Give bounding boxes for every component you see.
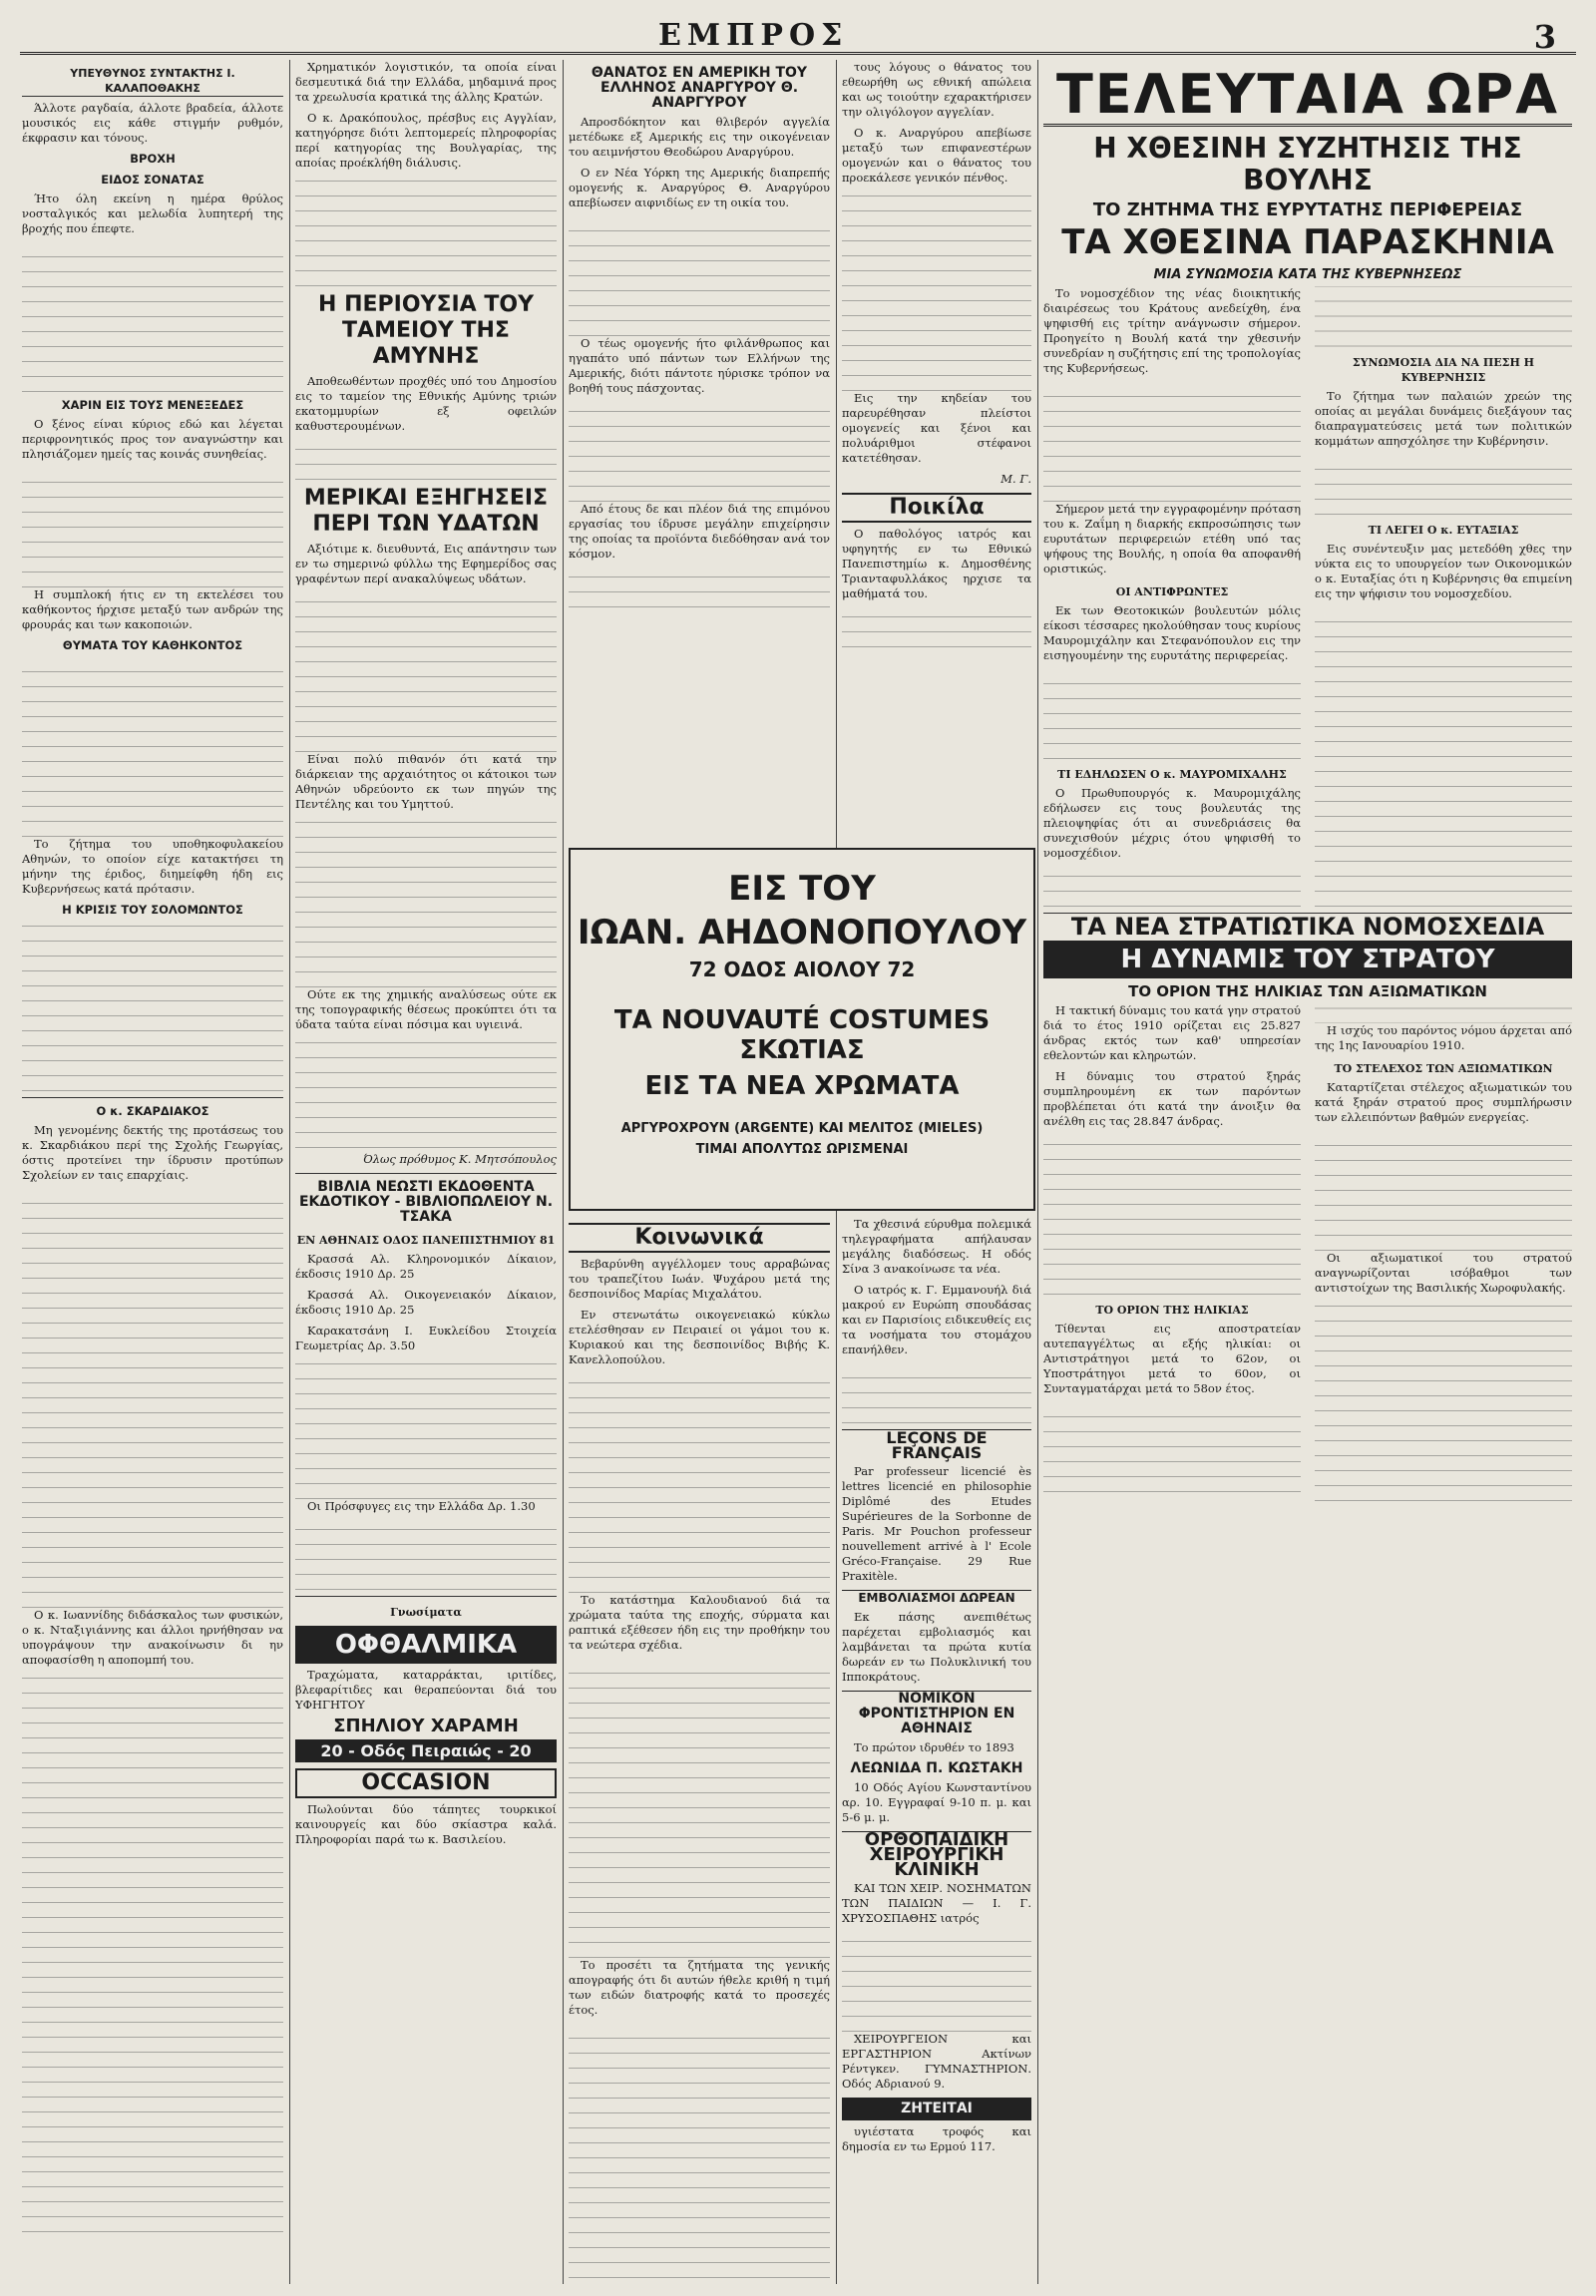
article-paragraph: ΧΕΙΡΟΥΡΓΕΙΟΝ και ΕΡΓΑΣΤΗΡΙΟΝ Ακτίνων Ρέντγκεν. ΓΥΜΝΑΣΤΗΡΙΟΝ. Οδός Αδριανού 9. (842, 2032, 1031, 2091)
article-paragraph: Το κατάστημα Καλουδιανού διά τα χρώματα ταύτα της εποχής, σύρματα και ραπτικά εξέθεσεν ήδη εις την προθήκην του τα νεώτερα σχέδια. (569, 1593, 830, 1652)
subheading: ΣΥΝΩΜΟΣΙΑ ΔΙΑ ΝΑ ΠΕΣΗ Η ΚΥΒΕΡΝΗΣΙΣ (1352, 355, 1535, 384)
section-heading: ΤΟ ΟΡΙΟΝ ΤΗΣ ΗΛΙΚΙΑΣ ΤΩΝ ΑΞΙΩΜΑΤΙΚΩΝ (1128, 981, 1487, 1000)
article-paragraph: Ο κ. Ιωαννίδης διδάσκαλος των φυσικών, ο κ. Νταξιγιάννης και άλλοι ηρνήθησαν να υπογράψουν την ανακοίνωσιν δι ην αποφασίσθη η αποπομπή του. (22, 1608, 283, 1667)
article-paragraph: Από έτους δε και πλέον διά της επιμόνου εργασίας του ίδρυσε μεγάλην επιχείρησιν της οποίας τα προϊόντα διεδόθησαν ανά τον κόσμον. (569, 502, 830, 561)
article-paragraph: Ο ιατρός κ. Γ. Εμμανουήλ διά μακρού εν Ευρώπη σπουδάσας και εν Παρισίοις ειδικευθείς εις τα νοσήματα του στομάχου επανήλθεν. (842, 1283, 1031, 1356)
advertisement-name: ΙΩΑΝ. ΑΗΔΟΝΟΠΟΥΛΟΥ (577, 913, 1027, 953)
section-heading: ΤΑ ΧΘΕΣΙΝΑ ΠΑΡΑΣΚΗΝΙΑ (1061, 222, 1554, 262)
advertisement-line: ΕΙΣ ΤΑ ΝΕΑ ΧΡΩΜΑΤΑ (644, 1071, 960, 1101)
advertisement-name: ΣΠΗΛΙΟΥ ΧΑΡΑΜΗ (333, 1716, 519, 1736)
article-paragraph: Ούτε εκ της χημικής αναλύσεως ούτε εκ της τοπογραφικής θέσεως προκύπτει ότι τα ύδατα ταύτα είναι πόσιμα και υγιεινά. (295, 987, 557, 1031)
article-paragraph: Απροσδόκητον και θλιβερόν αγγελία μετέδωκε εξ Αμερικής εις την οικογένειαν του αειμνήστου Θεοδώρου Αναργύρου. (569, 115, 830, 159)
subheading: ΤΟ ΟΡΙΟΝ ΤΗΣ ΗΛΙΚΙΑΣ (1095, 1303, 1249, 1317)
advertisement-line: ΑΡΓΥΡΟΧΡΟΥΝ (ARGENTE) ΚΑΙ ΜΕΛΙΤΟΣ (MIELES) (620, 1121, 984, 1136)
text-block (1043, 382, 1301, 502)
column-rule (563, 60, 564, 2284)
article-paragraph: Εκ των Θεοτοκικών βουλευτών μόλις είκοσι τέσσαρες ηκολούθησαν τους κυρίους Μαυρομιχάλην και Στεφανόπουλον εις την εισηγουμένην της ευρυτάτης περιφερείας. (1043, 603, 1301, 662)
column-1 (22, 60, 283, 2284)
column-rule (289, 60, 290, 2284)
advertisement-heading: ΕΙΣ ΤΟΥ (728, 869, 876, 909)
address-line: ΕΝ ΑΘΗΝΑΙΣ ΟΔΟΣ ΠΑΝΕΠΙΣΤΗΜΙΟΥ 81 (296, 1234, 556, 1247)
advertisement-box (569, 848, 1035, 1211)
section-heading: ΧΑΡΙΝ ΕΙΣ ΤΟΥΣ ΜΕΝΕΞΕΔΕΣ (61, 398, 244, 412)
article-paragraph: Η τακτική δύναμις του κατά γην στρατού διά το έτος 1910 ορίζεται εις 25.827 άνδρας εκτός των καθ' υπηρεσίαν εθελοντών και κληρωτών. (1043, 1002, 1301, 1062)
article-paragraph: Μη γενομένης δεκτής της προτάσεως του κ. Σκαρδιάκου περί της Σχολής Γεωργίας, όστις προτείνει την ίδρυσιν προτύπων Σχολείων εν ταις επαρχίαις. (22, 1123, 283, 1182)
article-paragraph: Τίθενται εις αποστρατείαν αυτεπαγγέλτως αι εξής ηλικίαι: οι Αντιστράτηγοι μετά το 62ον, οι Υποστράτηγοι μετά το 60ον, οι Συνταγματάρχαι μετά το 58ον έτος. (1043, 1321, 1301, 1395)
column-rule (1037, 60, 1038, 2284)
article-paragraph: Εις συνέντευξιν μας μετεδόθη χθες την νύκτα εις το υπουργείον των Οικονομικών ο κ. Ευταξίας ότι η Κυβέρνησις θα επιμείνη εις την ψήφισιν του νομοσχεδίου. (1315, 541, 1572, 600)
article-paragraph: Το ζήτημα του υποθηκοφυλακείου Αθηνών, το οποίον είχε κατακτήσει τη μήνην της έριδος, διημείφθη ήδη εις Κυβερνήσεως κατά πρότασιν. (22, 837, 283, 896)
text-block (1315, 607, 1572, 907)
article-paragraph: Εκ πάσης ανεπιθέτως παρέχεται εμβολιασμός και λαμβάνεται τα πρώτα κυτία δωρεάν εν τω Πολυκλινική του Ιπποκράτους. (842, 1610, 1031, 1684)
text-block (569, 2024, 830, 2284)
text-block (1315, 455, 1572, 515)
article-paragraph: Ο τέως ομογενής ήτο φιλάνθρωπος και ηγαπάτο υπό πάντων των Ελλήνων της Αμερικής, διότι πάντοτε ηύρισκε τρόπον να βοηθή τους πάσχοντας. (569, 336, 830, 395)
section-heading: LEÇONS DE FRANÇAIS (842, 1429, 1031, 1460)
article-paragraph: Οι αξιωματικοί του στρατού αναγνωρίζονται ισόβαθμοι των αντιστοίχων της Βασιλικής Χωροφυλακής. (1315, 1251, 1572, 1295)
divider (295, 1596, 557, 1597)
text-block (842, 191, 1031, 391)
text-block (1043, 1135, 1301, 1295)
column-2 (295, 60, 557, 2284)
advertisement-title: ΟΦΘΑΛΜΙΚΑ (295, 1626, 557, 1664)
column-3-lower (569, 1217, 830, 2284)
text-block (22, 242, 283, 392)
article-paragraph: Βεβαρύνθη αγγέλλομεν τους αρραβώνας του τραπεζίτου Ιωάν. Ψυχάρου μετά της δεσποινίδος Μαρίας Μιχαλάτου. (569, 1257, 830, 1301)
section-heading: ΒΡΟΧΗ (130, 152, 176, 166)
subheading: ΤΙ ΛΕΓΕΙ Ο κ. ΕΥΤΑΞΙΑΣ (1368, 523, 1519, 537)
article-paragraph: Είναι πολύ πιθανόν ότι κατά την διάρκειαν της αρχαιότητος οι κάτοικοι των Αθηνών υδρεύοντο εκ των πηγών της Πεντέλης και του Υμηττού. (295, 752, 557, 811)
advertisement-address: 72 ΟΔΟΣ ΑΙΟΛΟΥ 72 (688, 957, 916, 981)
article-paragraph: Ο κ. Αναργύρου απεβίωσε μεταξύ των επιφανεστέρων ομογενών και ο θάνατος του προεκάλεσε γενικόν πένθος. (842, 126, 1031, 185)
article-paragraph: Η ισχύς του παρόντος νόμου άρχεται από της 1ης Ιανουαρίου 1910. (1315, 1023, 1572, 1052)
editor-byline: ΥΠΕΥΘΥΝΟΣ ΣΥΝΤΑΚΤΗΣ Ι. ΚΑΛΑΠΟΘΑΚΗΣ (22, 66, 283, 97)
article-paragraph: Η συμπλοκή ήτις εν τη εκτελέσει του καθήκοντος ήρχισε μεταξύ των ανδρών της φρουράς και των κακοποιών. (22, 587, 283, 631)
section-heading: ΘΑΝΑΤΟΣ ΕΝ ΑΜΕΡΙΚΗ ΤΟΥ ΕΛΛΗΝΟΣ ΑΝΑΡΓΥΡΟΥ Θ. ΑΝΑΡΓΥΡΟΥ (591, 65, 808, 111)
text-block (842, 607, 1031, 647)
article-paragraph: ΚΑΙ ΤΩΝ ΧΕΙΡ. ΝΟΣΗΜΑΤΩΝ ΤΩΝ ΠΑΙΔΙΩΝ — Ι. Γ. ΧΡΥΣΟΣΠΑΘΗΣ ιατρός (842, 1881, 1031, 1925)
text-block (22, 1674, 283, 2232)
section-heading: Ποικίλα (842, 493, 1031, 523)
article-paragraph: Το προσέτι τα ζητήματα της γενικής απογραφής ότι δι αυτών ήθελε κριθή η τιμή των ειδών διατροφής κατά το προσεχές έτος. (569, 1958, 830, 2017)
section-heading: Η ΧΘΕΣΙΝΗ ΣΥΖΗΤΗΣΙΣ ΤΗΣ ΒΟΥΛΗΣ (1093, 132, 1522, 196)
text-block (569, 1373, 830, 1593)
text-block (295, 440, 557, 480)
section-heading: ΖΗΤΕΙΤΑΙ (842, 2098, 1031, 2120)
text-block (295, 818, 557, 987)
section-heading: Ο κ. ΣΚΑΡΔΙΑΚΟΣ (96, 1104, 209, 1118)
text-block (842, 1363, 1031, 1423)
article-paragraph: Αποθεωθέντων προχθές υπό του Δημοσίου εις το ταμείον της Εθνικής Αμύνης τριών εκατομμυρίων εξ οφειλών καθυστερουμένων. (295, 374, 557, 433)
article-paragraph: Το πρώτον ιδρυθέν το 1893 (854, 1740, 1014, 1754)
section-heading: ΒΙΒΛΙΑ ΝΕΩΣΤΙ ΕΚΔΟΘΕΝΤΑ ΕΚΔΟΤΙΚΟΥ - ΒΙΒΛΙΟΠΩΛΕΙΟΥ Ν. ΤΣΑΚΑ (298, 1179, 554, 1225)
text-block (22, 1189, 283, 1608)
text-block (1043, 669, 1301, 759)
section-heading: Η ΔΥΝΑΜΙΣ ΤΟΥ ΣΤΡΑΤΟΥ (1043, 941, 1572, 978)
section-heading: ΕΜΒΟΛΙΑΣΜΟΙ ΔΩΡΕΑΝ (842, 1590, 1031, 1606)
text-block (22, 468, 283, 587)
article-paragraph: Καταρτίζεται στέλεχος αξιωματικών του κατά ξηράν στρατού προς συμπλήρωσιν των ελλειπόντων βαθμών ενεργείας. (1315, 1080, 1572, 1124)
book-listing: Κρασσά Αλ. Κληρονομικόν Δίκαιον, έκδοσις 1910 Δρ. 25 (295, 1252, 557, 1281)
book-listing: Οι Πρόσφυγες εις την Ελλάδα Δρ. 1.30 (307, 1499, 536, 1513)
text-block (569, 216, 830, 336)
article-paragraph: Σήμερον μετά την εγγραφομένην πρόταση του κ. Ζαΐμη η διαρκής εκπροσώπησις των ευρυτάτων περιφερειών ετέθη υπό τας ψήφους της Βουλής, η οποία θα αποφανθή οριστικώς. (1043, 502, 1301, 575)
masthead (20, 18, 1576, 55)
section-heading: ΝΟΜΙΚΟΝ ΦΡΟΝΤΙΣΤΗΡΙΟΝ ΕΝ ΑΘΗΝΑΙΣ (842, 1691, 1031, 1736)
text-block (1315, 1131, 1572, 1251)
text-block (22, 657, 283, 837)
column-4-lower (842, 1217, 1031, 2284)
divider (295, 1173, 557, 1174)
article-paragraph: Άλλοτε ραγδαία, άλλοτε βραδεία, άλλοτε μουσικός εις κάθε στιγμήν ρυθμόν, έκφρασιν και τόνους. (22, 101, 283, 145)
page-number: 3 (1533, 18, 1556, 56)
newspaper-title: ΕΜΠΡΟΣ (658, 18, 849, 53)
text-block (295, 1520, 557, 1590)
section-heading: ΘΥΜΑΤΑ ΤΟΥ ΚΑΘΗΚΟΝΤΟΣ (62, 638, 243, 652)
advertisement-line: ΤΑ NOUVAUTÉ COSTUMES ΣΚΩΤΙΑΣ (613, 1005, 991, 1065)
signature: Μ. Γ. (1000, 472, 1031, 486)
advertisement-address: 20 - Οδός Πειραιώς - 20 (295, 1739, 557, 1762)
column-4 (842, 60, 1031, 838)
two-column-text (1043, 1003, 1572, 1502)
section-heading: Γνωσίματα (390, 1606, 462, 1619)
column-5 (1043, 60, 1572, 2284)
subheading: ΟΙ ΑΝΤΙΦΡΩΝΤΕΣ (1115, 585, 1229, 598)
article-paragraph: 10 Οδός Αγίου Κωνσταντίνου αρ. 10. Εγγραφαί 9-10 π. μ. και 5-6 μ. μ. (842, 1780, 1031, 1824)
divider (22, 1097, 283, 1098)
article-paragraph: Τα χθεσινά εύρυθμα πολεμικά τηλεγραφήματα απήλαυσαν μεγάλης διαδόσεως. Η οδός Σίνα 3 ανακοίνωσε τα νέα. (842, 1217, 1031, 1276)
two-column-text (1043, 286, 1572, 907)
advertisement-title: OCCASION (295, 1768, 557, 1798)
text-block (295, 1359, 557, 1499)
article-paragraph: Εν στενωτάτω οικογενειακώ κύκλω ετελέσθησαν εν Πειραιεί οι γάμοι του κ. Κυριακού και της δεσποινίδος Βιβής Κ. Κανελλοπούλου. (569, 1308, 830, 1366)
advertisement-text: Τραχώματα, καταρράκται, ιριτίδες, βλεφαρίτιδες και θεραπεύονται διά του ΥΦΗΓΗΤΟΥ (295, 1668, 557, 1712)
advertisement-line: ΤΙΜΑΙ ΑΠΟΛΥΤΩΣ ΩΡΙΣΜΕΝΑΙ (695, 1142, 909, 1157)
advertisement-name: ΛΕΩΝΙΔΑ Π. ΚΩΣΤΑΚΗ (850, 1760, 1023, 1776)
article-paragraph: Ο παθολόγος ιατρός και υφηγητής εν τω Εθνικώ Πανεπιστημίω κ. Δημοσθένης Τριανταφυλλάκος ηρχισε τα μαθήματά του. (842, 527, 1031, 600)
article-paragraph: Ο ξένος είναι κύριος εδώ και λέγεται περιφρονητικός προς τον αναγνώστην και πλησιάζομεν ημείς τας κοινάς συνηθείας. (22, 417, 283, 461)
text-block (569, 1659, 830, 1958)
article-paragraph: υγιέστατα τροφός και δημοσία εν τω Ερμού 117. (842, 2124, 1031, 2153)
article-paragraph: Par professeur licencié ès lettres licencié en philosophie Diplômé des Etudes Supérieures de la Sorbonne de Paris. Mr Pouchon professeur nouvellement arrivé à l' Ecole Gréco-Française. 29 Rue Praxitèle. (842, 1464, 1031, 1583)
advertisement-text: Πωλούνται δύο τάπητες τουρκικοί καινουργείς και δύο σκίαστρα καλά. Πληροφορίαι παρά τω κ. Βασιλείου. (295, 1802, 557, 1846)
section-heading: ΜΙΑ ΣΥΝΩΜΟΣΙΑ ΚΑΤΑ ΤΗΣ ΚΥΒΕΡΝΗΣΕΩΣ (1153, 267, 1462, 282)
text-block (295, 177, 557, 286)
article-paragraph: τους λόγους ο θάνατος του εθεωρήθη ως εθνική απώλεια και ως τοιούτην εχαρακτήρισεν την ολιγόλογον αγγελίαν. (842, 60, 1031, 119)
section-heading: ΤΟ ΖΗΤΗΜΑ ΤΗΣ ΕΥΡΥΤΑΤΗΣ ΠΕΡΙΦΕΡΕΙΑΣ (1092, 199, 1523, 220)
article-paragraph: Ο κ. Δρακόπουλος, πρέσβυς εις Αγγλίαν, κατηγόρησε διότι λεπτομερείς πληροφορίας περί κατηγορίας της Βουλγαρίας, της αποίας προέκλήθη διάλυσις. (295, 111, 557, 170)
text-block (569, 402, 830, 502)
article-paragraph: Ο εν Νέα Υόρκη της Αμερικής διαπρεπής ομογενής κ. Αναργύρος Θ. Αναργύρου απεβίωσεν αιφνιδίως εν τη οικία του. (569, 166, 830, 209)
article-paragraph: Το ζήτημα των παλαιών χρεών της οποίας αι μεγάλαι δυνάμεις διεξάγουν τας διαπραγματεύσεις μετά των πολιτικών κομμάτων απησχόλησε την Κυβέρνησιν. (1315, 388, 1572, 448)
book-listing: Καρακατσάνη Ι. Ευκλείδου Στοιχεία Γεωμετρίας Δρ. 3.50 (295, 1324, 557, 1352)
section-heading: ΕΙΔΟΣ ΣΟΝΑΤΑΣ (101, 173, 204, 187)
article-paragraph: Η δύναμις του στρατού ξηράς συμπληρουμένη εκ των παρόντων προβλέπεται ότι κατά την άνοιξιν θα ανέλθη εις τας 28.847 άνδρας. (1043, 1068, 1301, 1128)
subheading: ΤΙ ΕΔΗΛΩΣΕΝ Ο κ. ΜΑΥΡΟΜΙΧΑΛΗΣ (1057, 768, 1287, 781)
section-heading: ΤΑ ΝΕΑ ΣΤΡΑΤΙΩΤΙΚΑ ΝΟΜΟΣΧΕΔΙΑ (1070, 912, 1545, 941)
text-block (1315, 1302, 1572, 1501)
signature: Όλως πρόθυμος Κ. Μητσόπουλος (363, 1152, 557, 1166)
text-block (842, 1932, 1031, 2032)
text-block (22, 922, 283, 1091)
text-block (295, 592, 557, 752)
article-paragraph: Το νομοσχέδιον της νέας διοικητικής διαιρέσεως του Κράτους ανεδείχθη, ένα ψηφισθή εις τρίτην ανάγνωσιν σήμερον. Προηγείτο η Βουλή κατά την χθεσινήν συνεδρίαν η συζήτησις επί της τροπολογίας της Κυβερνήσεως. (1043, 286, 1301, 375)
section-heading: ΤΕΛΕΥΤΑΙΑ ΩΡΑ (1043, 66, 1572, 127)
section-heading: Η ΚΡΙΣΙΣ ΤΟΥ ΣΟΛΟΜΩΝΤΟΣ (62, 903, 243, 917)
article-paragraph: Αξιότιμε κ. διευθυντά, Εις απάντησιν των εν τω σημερινώ φύλλω της Εφημερίδος σας γραφέντων περί ανακαλύψεως υδάτων. (295, 542, 557, 585)
article-paragraph: Ήτο όλη εκείνη η ημέρα θρύλος νοσταλγικός και μελωδία λυπητερή της βροχής που έπεφτε. (22, 191, 283, 235)
section-heading: ΜΕΡΙΚΑΙ ΕΞΗΓΗΣΕΙΣ ΠΕΡΙ ΤΩΝ ΥΔΑΤΩΝ (303, 486, 549, 537)
section-heading: Η ΠΕΡΙΟΥΣΙΑ ΤΟΥ ΤΑΜΕΙΟΥ ΤΗΣ ΑΜΥΝΗΣ (318, 292, 534, 369)
book-listing: Κρασσά Αλ. Οικογενειακόν Δίκαιον, έκδοσις 1910 Δρ. 25 (295, 1288, 557, 1317)
subheading: ΤΟ ΣΤΕΛΕΧΟΣ ΤΩΝ ΑΞΙΩΜΑΤΙΚΩΝ (1334, 1062, 1553, 1075)
article-paragraph: Εις την κηδείαν του παρευρέθησαν πλείστοι ομογενείς και ξένοι και πολυάριθμοι στέφανοι κατετέθησαν. (842, 391, 1031, 465)
section-heading: ΟΡΘΟΠΑΙΔΙΚΗ ΧΕΙΡΟΥΡΓΙΚΗ ΚΛΙΝΙΚΗ (842, 1831, 1031, 1877)
text-block (569, 568, 830, 607)
section-heading: Κοινωνικά (569, 1223, 830, 1253)
article-paragraph: Ο Πρωθυπουργός κ. Μαυρομιχάλης εδήλωσεν εις τους βουλευτάς της πλειοψηφίας ότι αι συνεδριάσεις θα συνεχισθούν μέχρις ότου ψηφισθή το νομοσχέδιον. (1043, 786, 1301, 860)
text-block (295, 1038, 557, 1148)
article-paragraph: Χρηματικόν λογιστικόν, τα οποία είναι δεσμευτικά διά την Ελλάδα, μηδαμινά προς τα χρεωλυσία κρατικά της άλλης Κρατών. (295, 60, 557, 104)
